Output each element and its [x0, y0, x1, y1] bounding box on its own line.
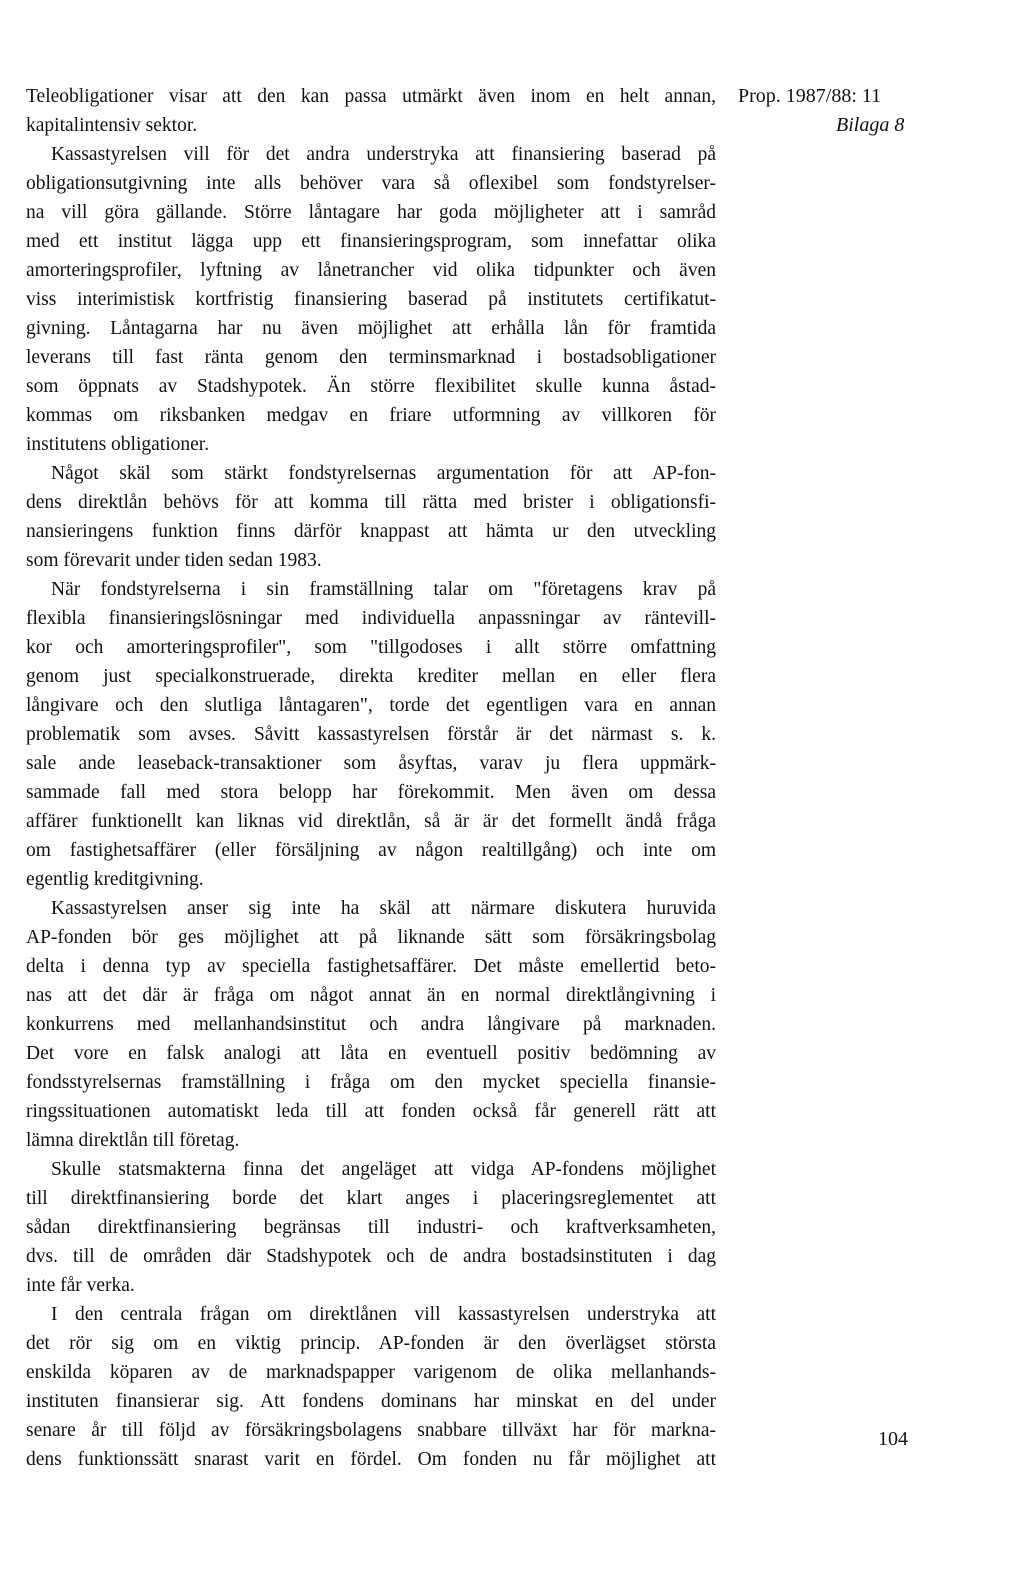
appendix-label: Bilaga 8 [836, 114, 905, 136]
text-line: na vill göra gällande. Större låntagare har goda möjligheter att i samråd [26, 202, 716, 223]
text-line: Skulle statsmakterna finna det angeläget att vidga AP-fondens möjlighet [51, 1159, 716, 1180]
text-line: problematik som avses. Såvitt kassastyrelsen förstår är det närmast s. k. [26, 724, 716, 745]
text-line: lämna direktlån till företag. [26, 1130, 240, 1151]
text-line: viss interimistisk kortfristig finansiering baserad på institutets certifikatut- [26, 289, 716, 310]
text-line: till direktfinansiering borde det klart anges i placeringsreglementet att [26, 1188, 716, 1209]
text-line: nansieringens funktion finns därför knappast att hämta ur den utveckling [26, 521, 716, 542]
paragraph [26, 459, 716, 575]
page-number: 104 [878, 1428, 908, 1450]
text-line: enskilda köparen av de marknadspapper varigenom de olika mellanhands- [26, 1362, 716, 1383]
text-line: leverans till fast ränta genom den terminsmarknad i bostadsobligationer [26, 347, 716, 368]
text-line: affärer funktionellt kan liknas vid direktlån, så är är det formellt ändå fråga [26, 811, 716, 832]
paragraph [26, 894, 716, 1155]
paragraph [26, 1300, 716, 1474]
paragraph [26, 140, 716, 459]
text-line: delta i denna typ av speciella fastighetsaffärer. Det måste emellertid beto- [26, 956, 716, 977]
text-line: institutens obligationer. [26, 434, 210, 455]
paragraph [26, 1155, 716, 1300]
body-text [26, 82, 716, 1474]
text-line: kommas om riksbanken medgav en friare utformning av villkoren för [26, 405, 716, 426]
text-line: dens funktionssätt snarast varit en fördel. Om fonden nu får möjlighet att [26, 1449, 716, 1470]
text-line: Teleobligationer visar att den kan passa utmärkt även inom en helt annan, [26, 86, 716, 107]
running-head [738, 82, 988, 140]
text-line: genom just specialkonstruerade, direkta krediter mellan en eller flera [26, 666, 716, 687]
text-line: I den centrala frågan om direktlånen vill kassastyrelsen understryka att [51, 1304, 716, 1325]
text-line: Kassastyrelsen vill för det andra understryka att finansiering baserad på [51, 144, 716, 165]
text-line: Kassastyrelsen anser sig inte ha skäl att närmare diskutera huruvida [51, 898, 716, 919]
text-line: kapitalintensiv sektor. [26, 115, 198, 136]
text-line: sådan direktfinansiering begränsas till industri- och kraftverksamheten, [26, 1217, 716, 1238]
text-line: sammade fall med stora belopp har förekommit. Men även om dessa [26, 782, 716, 803]
text-line: dvs. till de områden där Stadshypotek och de andra bostadsinstituten i dag [26, 1246, 716, 1267]
text-line: Något skäl som stärkt fondstyrelsernas argumentation för att AP-fon- [51, 463, 716, 484]
text-line: med ett institut lägga upp ett finansieringsprogram, som innefattar olika [26, 231, 716, 252]
text-line: flexibla finansieringslösningar med individuella anpassningar av räntevill- [26, 608, 716, 629]
text-line: långivare och den slutliga låntagaren", torde det egentligen vara en annan [26, 695, 716, 716]
text-line: senare år till följd av försäkringsbolagens snabbare tillväxt har för markna- [26, 1420, 716, 1441]
text-line: sale ande leaseback-transaktioner som åsyftas, varav ju flera uppmärk- [26, 753, 716, 774]
text-line: kor och amorteringsprofiler", som "tillgodoses i allt större omfattning [26, 637, 716, 658]
text-line: obligationsutgivning inte alls behöver vara så oflexibel som fondstyrelser- [26, 173, 716, 194]
text-line: givning. Låntagarna har nu även möjlighet att erhålla lån för framtida [26, 318, 716, 339]
text-line: inte får verka. [26, 1275, 135, 1296]
text-line: AP-fonden bör ges möjlighet att på liknande sätt som försäkringsbolag [26, 927, 716, 948]
text-line: När fondstyrelserna i sin framställning talar om "företagens krav på [51, 579, 716, 600]
text-line: som förevarit under tiden sedan 1983. [26, 550, 322, 571]
text-line: som öppnats av Stadshypotek. Än större flexibilitet skulle kunna åstad- [26, 376, 716, 397]
text-line: ringssituationen automatiskt leda till att fonden också får generell rätt att [26, 1101, 716, 1122]
text-line: om fastighetsaffärer (eller försäljning av någon realtillgång) och inte om [26, 840, 716, 861]
text-line: instituten finansierar sig. Att fondens dominans har minskat en del under [26, 1391, 716, 1412]
text-line: Det vore en falsk analogi att låta en eventuell positiv bedömning av [26, 1043, 716, 1064]
text-line: dens direktlån behövs för att komma till rätta med brister i obligationsfi- [26, 492, 716, 513]
text-line: fondsstyrelsernas framställning i fråga om den mycket speciella finansie- [26, 1072, 716, 1093]
paragraph [26, 82, 716, 140]
text-line: det rör sig om en viktig princip. AP-fonden är den överlägset största [26, 1333, 716, 1354]
text-line: egentlig kreditgivning. [26, 869, 204, 890]
paragraph [26, 575, 716, 894]
text-line: amorteringsprofiler, lyftning av lånetrancher vid olika tidpunkter och även [26, 260, 716, 281]
text-line: konkurrens med mellanhandsinstitut och andra långivare på marknaden. [26, 1014, 716, 1035]
proposition-reference: Prop. 1987/88: 11 [738, 85, 882, 107]
text-line: nas att det där är fråga om något annat än en normal direktlångivning i [26, 985, 716, 1006]
